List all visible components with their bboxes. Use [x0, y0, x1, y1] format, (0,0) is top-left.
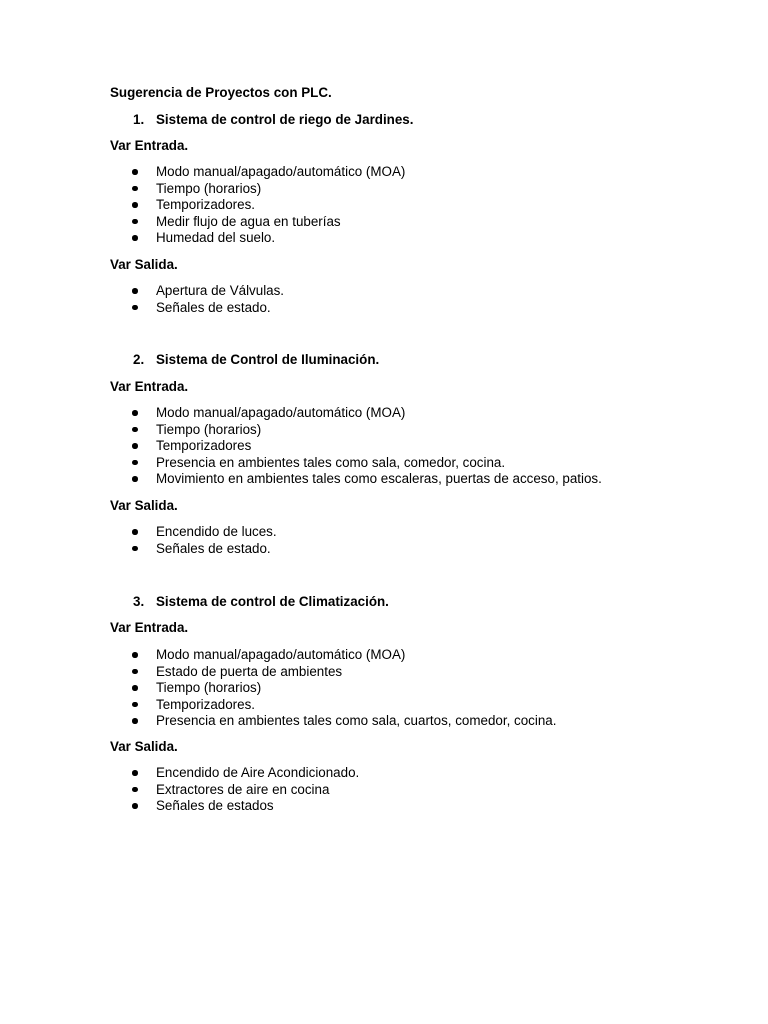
- inputs-list-3: [110, 647, 556, 730]
- bullet-icon: [132, 305, 138, 311]
- bullet-icon: [132, 702, 138, 708]
- bullet-icon: [132, 652, 138, 658]
- list-item: Movimiento en ambientes tales como escaleras, puertas de acceso, patios.: [110, 471, 602, 488]
- list-item: Extractores de aire en cocina: [110, 782, 359, 799]
- bullet-icon: [132, 427, 138, 433]
- list-item: Humedad del suelo.: [110, 230, 405, 247]
- list-item: Presencia en ambientes tales como sala, cuartos, comedor, cocina.: [110, 713, 556, 730]
- inputs-label-3: Var Entrada.: [110, 620, 189, 635]
- inputs-label-1: Var Entrada.: [110, 138, 189, 153]
- section-number: 2.: [133, 352, 145, 367]
- list-item: Presencia en ambientes tales como sala, comedor, cocina.: [110, 455, 602, 472]
- list-item: Medir flujo de agua en tuberías: [110, 214, 405, 231]
- bullet-icon: [132, 669, 138, 675]
- section-heading-3: [110, 594, 389, 611]
- list-item: Modo manual/apagado/automático (MOA): [110, 405, 602, 422]
- list-item: Estado de puerta de ambientes: [110, 664, 556, 681]
- bullet-icon: [132, 460, 138, 466]
- section-heading-2: [110, 352, 379, 369]
- bullet-icon: [132, 546, 138, 552]
- list-item: Tiempo (horarios): [110, 680, 556, 697]
- outputs-label-2: Var Salida.: [110, 498, 178, 513]
- list-item: Señales de estado.: [110, 300, 284, 317]
- section-title: Sistema de control de riego de Jardines.: [156, 112, 414, 127]
- outputs-list-2: [110, 524, 277, 557]
- inputs-list-1: [110, 164, 405, 247]
- bullet-icon: [132, 685, 138, 691]
- list-item: Tiempo (horarios): [110, 181, 405, 198]
- bullet-icon: [132, 219, 138, 225]
- bullet-icon: [132, 202, 138, 208]
- list-item: Tiempo (horarios): [110, 422, 602, 439]
- outputs-list-1: [110, 283, 284, 316]
- bullet-icon: [132, 443, 138, 449]
- bullet-icon: [132, 803, 138, 809]
- outputs-list-3: [110, 765, 359, 815]
- bullet-icon: [132, 169, 138, 175]
- inputs-label-2: Var Entrada.: [110, 379, 189, 394]
- section-number: 3.: [133, 594, 145, 609]
- section-title: Sistema de Control de Iluminación.: [156, 352, 380, 367]
- list-item: Señales de estado.: [110, 541, 277, 558]
- list-item: Modo manual/apagado/automático (MOA): [110, 647, 556, 664]
- bullet-icon: [132, 410, 138, 416]
- list-item: Apertura de Válvulas.: [110, 283, 284, 300]
- outputs-label-3: Var Salida.: [110, 739, 178, 754]
- list-item: Temporizadores.: [110, 697, 556, 714]
- bullet-icon: [132, 787, 138, 793]
- bullet-icon: [132, 770, 138, 776]
- section-number: 1.: [133, 112, 145, 127]
- bullet-icon: [132, 235, 138, 241]
- section-heading-1: [110, 112, 413, 129]
- inputs-list-2: [110, 405, 602, 488]
- bullet-icon: [132, 476, 138, 482]
- bullet-icon: [132, 718, 138, 724]
- list-item: Señales de estados: [110, 798, 359, 815]
- bullet-icon: [132, 288, 138, 294]
- list-item: Encendido de luces.: [110, 524, 277, 541]
- bullet-icon: [132, 186, 138, 192]
- outputs-label-1: Var Salida.: [110, 257, 178, 272]
- list-item: Modo manual/apagado/automático (MOA): [110, 164, 405, 181]
- document-title: Sugerencia de Proyectos con PLC.: [110, 85, 332, 100]
- list-item: Temporizadores: [110, 438, 602, 455]
- list-item: Temporizadores.: [110, 197, 405, 214]
- list-item: Encendido de Aire Acondicionado.: [110, 765, 359, 782]
- bullet-icon: [132, 529, 138, 535]
- section-title: Sistema de control de Climatización.: [156, 594, 389, 609]
